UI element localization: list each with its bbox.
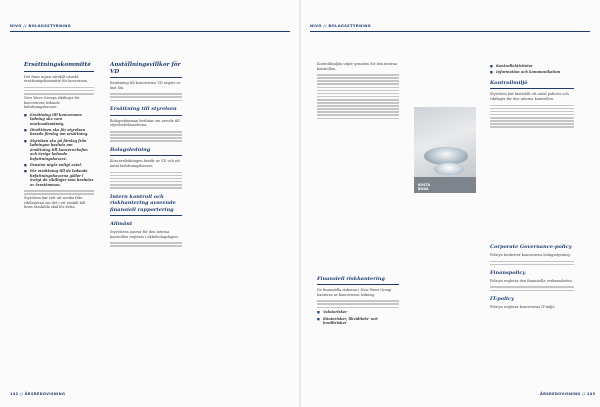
text-line — [317, 303, 399, 305]
text-line — [490, 290, 574, 292]
col2-paragraph-3: Koncernledningen består av VD och ett antal befattningshavare. — [110, 159, 180, 168]
heading-bolagsledning: Bolagsledning — [110, 146, 151, 153]
column-4 — [490, 62, 574, 312]
text-line — [24, 90, 94, 92]
col4-paragraph-3: Policyn reglerar den finansiella verksamheten. — [490, 278, 573, 283]
bullet-item: ■ Valutarisker — [317, 310, 399, 314]
col2-paragraph-4: Styrelsens ansvar för den interna kontrollen regleras i aktiebolagslagen. — [110, 230, 179, 239]
col3-paragraph-1: Kontrollmiljön utgör grunden för den interna kontrollen. — [317, 62, 398, 71]
text-line — [490, 105, 574, 107]
text-line — [24, 87, 94, 89]
running-head-left: NIVO // BOLAGSSTYRNING — [10, 24, 71, 28]
text-line — [110, 178, 182, 180]
bullet-item: ■ Pension utgår enligt avtal. — [24, 163, 94, 167]
heading-rule — [110, 115, 182, 116]
heading-rule — [317, 284, 399, 285]
text-line — [317, 80, 399, 82]
text-line — [317, 77, 399, 79]
column-spacer — [490, 129, 574, 239]
text-line — [110, 137, 182, 139]
col1-paragraph-1: Det finns ingen särskilt utsedd ersättningskommitté för koncernen. — [24, 74, 89, 84]
text-line — [317, 108, 399, 110]
bullet-item: ■ För ersättning till de ledande befattningshavarna gäller i övrigt de riktlinjer som beslutas av årsstämman. — [24, 169, 94, 187]
text-line — [490, 117, 574, 119]
bullet-item: ■ Styrelsen ska på förslag från ledningen besluta om ersättning till koncernchefen och övriga ledande befattningshavare. — [24, 139, 94, 161]
text-line — [317, 99, 399, 101]
heading-corporate-governance: Corporate Governance-policy — [490, 244, 572, 251]
running-head-right: NIVO // BOLAGSSTYRNING — [310, 24, 371, 28]
heading-allmant: Allmänt — [110, 221, 133, 228]
heading-rule — [110, 215, 182, 216]
glass-bowl-image — [434, 163, 464, 175]
text-line — [490, 264, 574, 266]
heading-ersattning-styrelsen: Ersättning till styrelsen — [110, 106, 177, 113]
column-1 — [24, 62, 94, 213]
text-line — [317, 118, 399, 120]
bullet-item: ■ Information och kommunikation — [490, 70, 574, 74]
heading-kontrollmiljo: Kontrollmiljö — [490, 79, 528, 86]
text-line — [110, 131, 182, 133]
col3-bullet-list — [317, 310, 399, 325]
text-line — [490, 120, 574, 122]
col2-paragraph-1: Ersättning till koncernens VD utgörs av fast lön. — [110, 81, 181, 90]
text-line — [490, 111, 574, 113]
text-line — [490, 286, 574, 288]
text-line — [317, 83, 399, 85]
heading-it-policy: IT-policy — [490, 296, 514, 303]
heading-finansiell-riskhantering: Finansiell riskhantering — [317, 275, 385, 282]
text-line — [490, 108, 574, 110]
page-footer-left: 142 // ÅRSREDOVISNING — [10, 392, 66, 396]
photo-caption: KOSTA BODA — [418, 183, 431, 191]
text-line — [24, 190, 94, 192]
heading-anstallningsvillkor: Anställningsvillkor för VD — [110, 62, 181, 75]
bullet-item: ■ Ersättning till koncernens ledning ska vara marknadsmässig. — [24, 113, 94, 126]
text-line — [317, 87, 399, 89]
col3-paragraph-2: De finansiella riskerna i New Wave Group hanteras av koncernens ledning. — [317, 288, 392, 297]
page-footer-right: ÅRSREDOVISNING // 143 — [540, 392, 596, 396]
text-line — [110, 187, 182, 189]
text-line — [317, 90, 399, 92]
col4-bullet-list — [490, 64, 574, 75]
col4-paragraph-2: Policyn beskriver koncernens bolagsstyrning. — [490, 252, 571, 257]
header-rule-right — [310, 31, 590, 32]
text-line — [317, 96, 399, 98]
col4-paragraph-4: Policyn reglerar koncernens IT-miljö. — [490, 304, 556, 309]
col1-paragraph-2: New Wave Groups riktlinjer för koncernens ledande befattningshavare: — [24, 96, 80, 110]
bullet-item: ■ Ränterisker, likviditets- och kreditrisker — [317, 317, 399, 326]
text-line — [317, 300, 399, 302]
text-line — [110, 100, 182, 102]
text-line — [317, 102, 399, 104]
text-line — [317, 111, 399, 113]
bullet-item: ■ Kontrollaktiviteter — [490, 64, 574, 68]
text-line — [317, 74, 399, 76]
heading-rule — [110, 77, 182, 78]
text-line — [110, 172, 182, 174]
text-line — [110, 140, 182, 142]
text-line — [110, 96, 182, 98]
text-line — [317, 307, 399, 309]
heading-finanspolicy: Finanspolicy — [490, 270, 526, 277]
header-rule-left — [10, 31, 290, 32]
text-line — [110, 245, 182, 247]
text-line — [110, 134, 182, 136]
text-line — [110, 175, 182, 177]
photo-spacer — [317, 121, 399, 271]
product-photo — [414, 107, 476, 193]
heading-intern-kontroll: Intern kontroll och riskhantering avseende finansiell rapportering — [110, 193, 176, 213]
text-line — [110, 184, 182, 186]
heading-rule — [490, 88, 574, 89]
col1-paragraph-3: Styrelsen har rätt att avvika från riktlinjerna om det i ett enskilt fall finns särskilda skäl för detta. — [24, 196, 86, 210]
text-line — [490, 261, 574, 263]
bullet-item: ■ Direktören ska för styrelsen bereda förslag om ersättning. — [24, 128, 94, 137]
text-line — [490, 126, 574, 128]
spine-gutter — [299, 0, 301, 407]
text-line — [110, 93, 182, 95]
text-line — [110, 242, 182, 244]
column-2 — [110, 62, 182, 248]
text-line — [317, 93, 399, 95]
text-line — [24, 193, 94, 195]
heading-rule — [110, 155, 182, 156]
heading-rule — [24, 71, 94, 72]
text-line — [317, 105, 399, 107]
col2-paragraph-2: Bolagsstämman beslutar om arvode till styrelseledamöterna. — [110, 118, 180, 128]
text-line — [24, 93, 94, 95]
col4-paragraph-1: Styrelsen har fastställt ett antal policies och riktlinjer för den interna kontrollen. — [490, 92, 569, 101]
col1-bullet-list — [24, 113, 94, 187]
text-line — [490, 123, 574, 125]
column-3 — [317, 62, 399, 328]
text-line — [490, 114, 574, 116]
text-line — [110, 181, 182, 183]
text-line — [317, 114, 399, 116]
heading-ersattningskommitte: Ersättningskommitté — [24, 62, 91, 68]
